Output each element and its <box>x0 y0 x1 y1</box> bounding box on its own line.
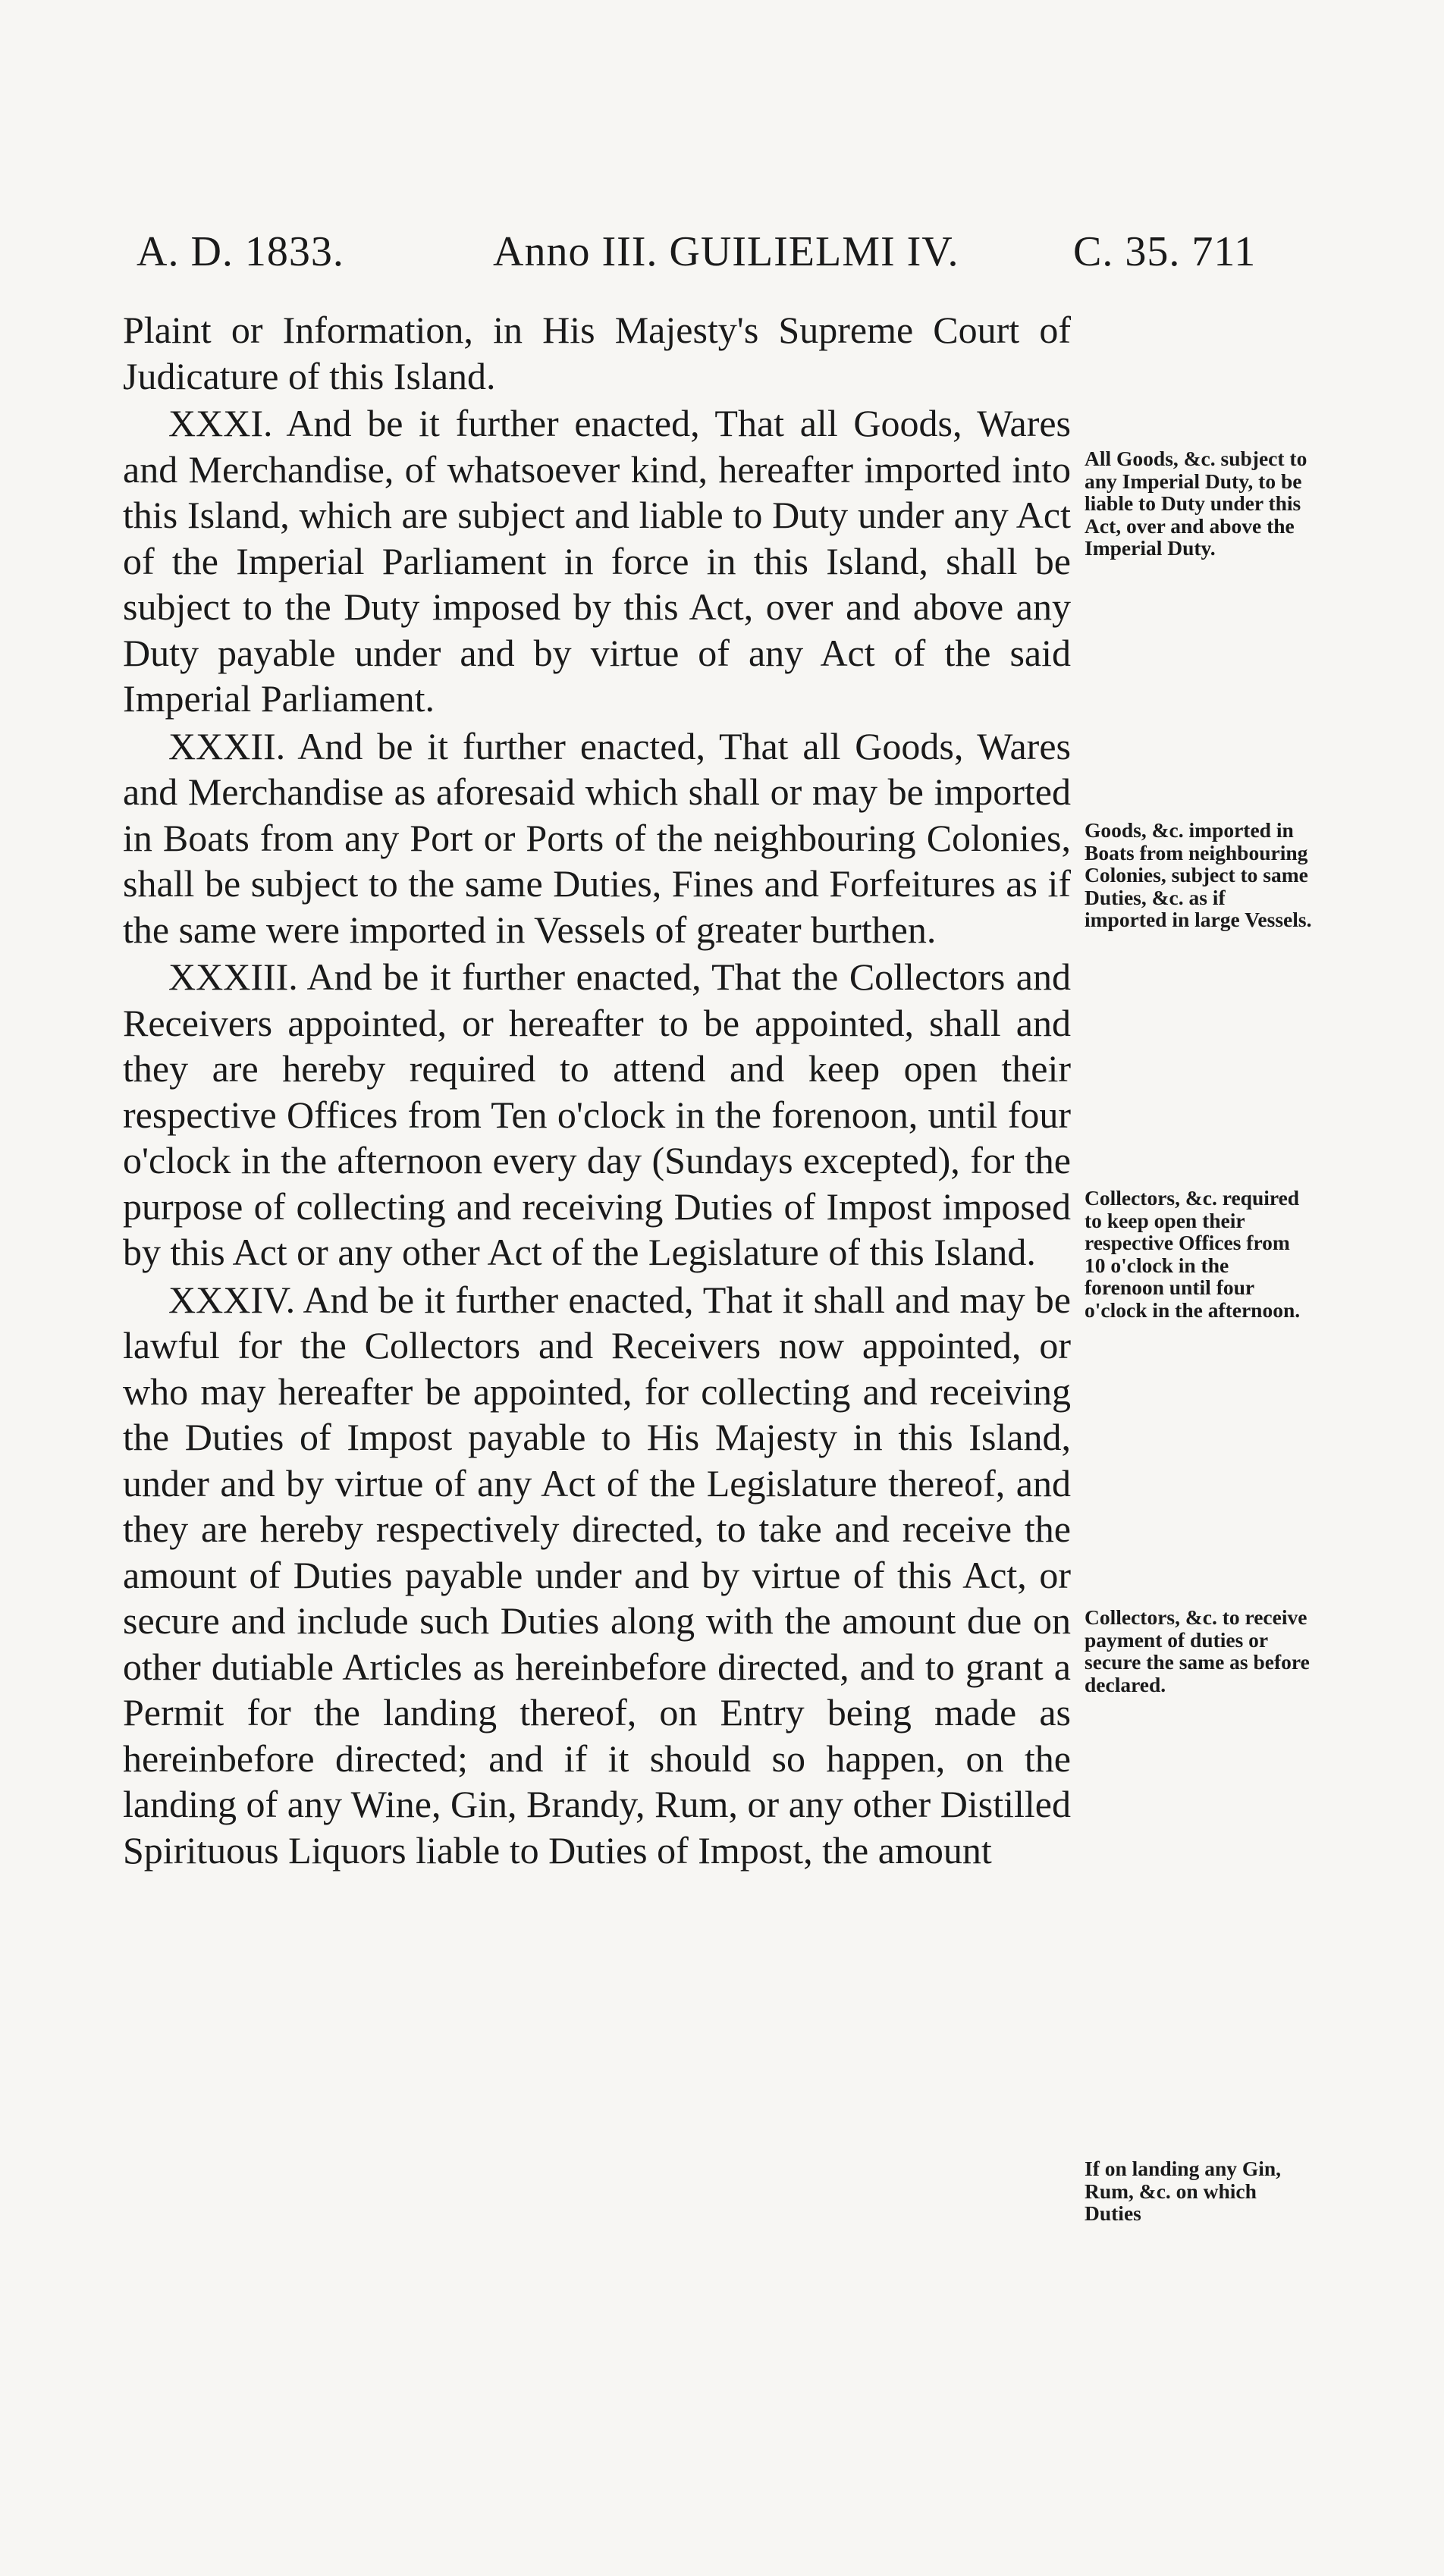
header-reign: Anno III. GUILIELMI IV. <box>493 228 959 275</box>
marginal-note-xxxiii: Collectors, &c. required to keep open their respective Offices from 10 o'clock in the forenoon until four o'clock in the afternoon. <box>1085 1186 1301 1322</box>
section-xxxi: XXXI. And be it further enacted, That all Goods, Wares and Merchandise, of whatsoever kind, hereafter imported into this Island, which are subject and liable to Duty under any Act of the Imperial Parliament in force in this Island, shall be subject to the Duty imposed by this Act, over and above any Duty payable under and by virtue of any Act of the said Imperial Parliament. <box>123 402 1071 720</box>
marginal-note-landing: If on landing any Gin, Rum, &c. on which Duties <box>1085 2157 1282 2225</box>
body-text <box>123 307 1071 1873</box>
header-year: A. D. 1833. <box>137 228 344 275</box>
section-xxxiv: XXXIV. And be it further enacted, That it shall and may be lawful for the Collectors and Receivers now appointed, or who may hereafter be appointed, for collecting and receiving the Duties of Impost payable to His Majesty in this Island, under and by virtue of any Act of the Legislature thereof, and they are hereby respectively directed, to take and receive the amount of Duties payable under and by virtue of this Act, or secure and include such Duties along with the amount due on other dutiable Articles as hereinbefore directed, and to grant a Permit for the landing thereof, on Entry being made as hereinbefore directed; and if it should so happen, on the landing of any Wine, Gin, Brandy, Rum, or any other Distilled Spirituous Liquors liable to Duties of Impost, the amount <box>123 1278 1071 1872</box>
running-header <box>137 227 1289 288</box>
section-xxxiii: XXXIII. And be it further enacted, That the Collectors and Receivers appointed, or hereafter to be appointed, shall and they are hereby required to attend and keep open their respective Offices from Ten o'clock in the forenoon, until four o'clock in the afternoon every day (Sundays excepted), for the purpose of collecting and receiving Duties of Impost imposed by this Act or any other Act of the Legislature of this Island. <box>123 955 1071 1273</box>
marginal-note-xxxiv: Collectors, &c. to receive payment of duties or secure the same as before declared. <box>1085 1605 1310 1696</box>
marginal-note-xxxi: All Goods, &c. subject to any Imperial Duty, to be liable to Duty under this Act, over and above the Imperial Duty. <box>1085 447 1307 560</box>
header-chapter-page: C. 35. 711 <box>1073 228 1257 275</box>
paragraph-continuation: Plaint or Information, in His Majesty's Supreme Court of Judicature of this Island. <box>123 309 1071 397</box>
section-xxxii: XXXII. And be it further enacted, That all Goods, Wares and Merchandise as aforesaid which shall or may be imported in Boats from any Port or Ports of the neighbouring Colonies, shall be subject to the same Duties, Fines and Forfeitures as if the same were imported in Vessels of greater burthen. <box>123 724 1071 951</box>
marginal-note-xxxii: Goods, &c. imported in Boats from neighbouring Colonies, subject to same Duties, &c. as if imported in large Vessels. <box>1085 818 1312 931</box>
